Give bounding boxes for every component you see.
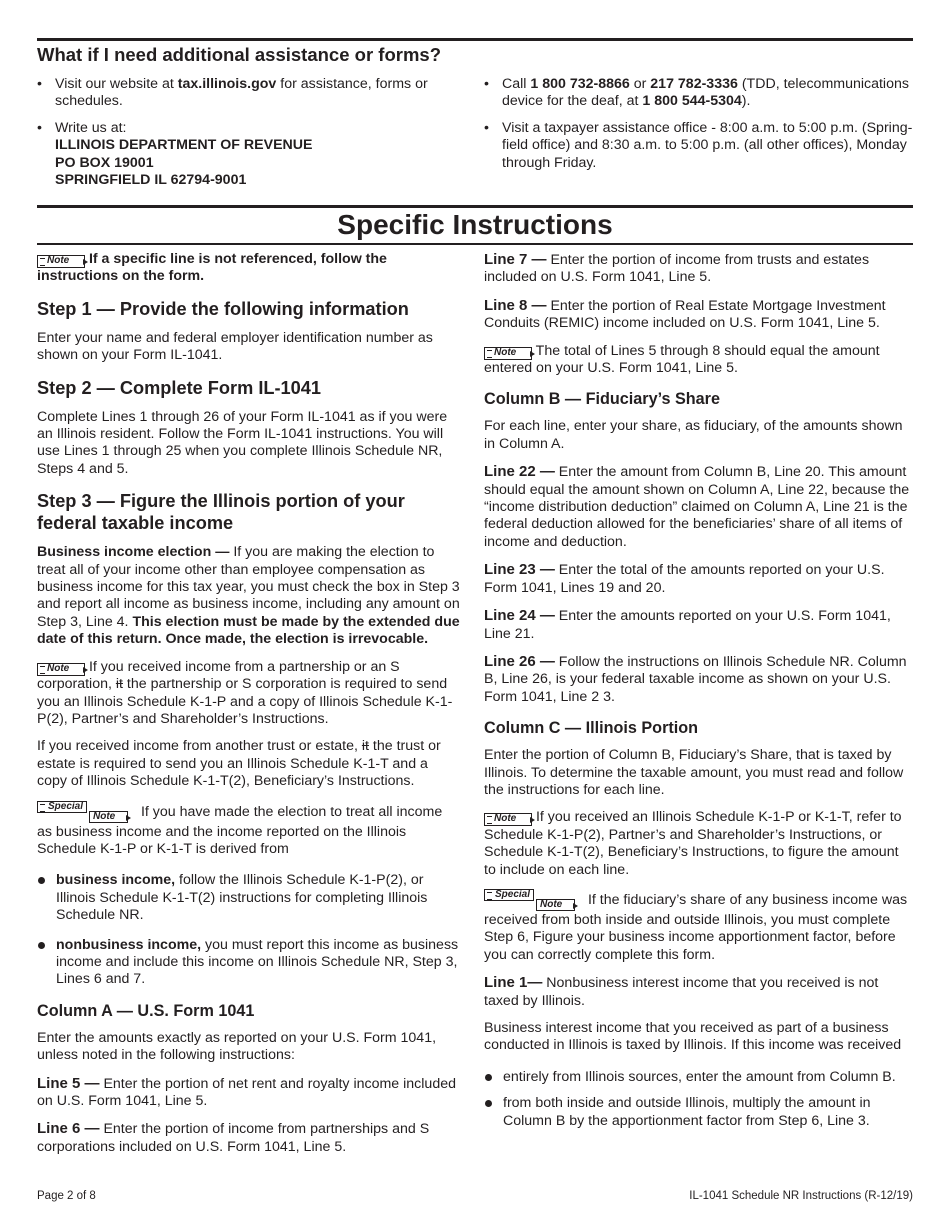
illinois-sources-bullet: entirely from Illinois sources, enter the amount from Column B. xyxy=(484,1069,913,1086)
trust-estate-text: If you received income from another trust or estate, it the trust or estate is required to send you an Illinois Schedule K-1-T and a copy of Illinois Schedule K-1-T(2), Beneficiary’s Instructions. xyxy=(37,738,441,790)
business-interest-text: Business interest income that you received as part of a business conducted in Illinois is taxed by Illinois. If this income was received xyxy=(484,1020,902,1054)
step1-heading: Step 1 — Provide the following information xyxy=(37,298,409,319)
page xyxy=(37,0,913,1230)
assistance-left-column xyxy=(37,76,457,198)
line-8-text: Line 8 — Enter the portion of Real Estate Mortgage Investment Conduits (REMIC) income included on U.S. Form 1041, Line 5. xyxy=(484,296,886,332)
column-c-heading: Column C — Illinois Portion xyxy=(484,719,699,738)
section-rule-bottom xyxy=(37,243,913,245)
website-bullet: • Visit our website at tax.illinois.gov for assistance, forms or schedules. xyxy=(37,76,457,111)
page-title: Specific Instructions xyxy=(337,209,613,240)
line-23-text: Line 23 — Enter the total of the amounts reported on your U.S. Form 1041, Lines 19 and 20. xyxy=(484,561,885,596)
call-bullet: • Call 1 800 732-8866 or 217 782-3336 (TDD, telecommunications device for the deaf, at 1 800 544-5304). xyxy=(484,76,913,111)
page-number: Page 2 of 8 xyxy=(37,1190,96,1202)
k1-note: Note If you received an Illinois Schedule K-1-P or K-1-T, refer to Schedule K-1-P(2), Partner’s and Shareholder’s Instructions, or Schedule K-1-T(2), Beneficiary’s Instructions, to figure the amount to include on each line. xyxy=(484,809,902,878)
address-line-2: PO BOX 19001 xyxy=(55,154,154,171)
special-note-icon: Special Note xyxy=(484,889,584,912)
step2-heading: Step 2 — Complete Form IL-1041 xyxy=(37,377,321,398)
line-7-text: Line 7 — Enter the portion of income from trusts and estates included on U.S. Form 1041, Line 5. xyxy=(484,251,870,286)
nonbusiness-income-bullet: nonbusiness income, you must report this income as business income and include this income on Illinois Schedule NR, Step 3, Lines 6 and 7. xyxy=(37,937,461,989)
address-line-1: ILLINOIS DEPARTMENT OF REVENUE xyxy=(55,137,313,154)
line-1-text: Line 1— Nonbusiness interest income that you received is not taxed by Illinois. xyxy=(484,974,879,1009)
column-c-text: Enter the portion of Column B, Fiduciary’s Share, that is taxed by Illinois. To determine the taxable amount, you must read and follow the instructions for each line. xyxy=(484,747,904,798)
lines-total-note: Note The total of Lines 5 through 8 should equal the amount entered on your U.S. Form 1041, Line 5. xyxy=(484,342,880,377)
line-5-text: Line 5 — Enter the portion of net rent and royalty income included on U.S. Form 1041, Line 5. xyxy=(37,1074,456,1109)
step1-text: Enter your name and federal employer identification number as shown on your Form IL-1041. xyxy=(37,329,433,364)
top-rule xyxy=(37,38,913,41)
line-6-text: Line 6 — Enter the portion of income from partnerships and S corporations included on U.S. Form 1041, Line 5. xyxy=(37,1120,430,1155)
assistance-right-column xyxy=(484,76,913,181)
note-icon: Note xyxy=(37,255,85,268)
write-bullet: • Write us at: ILLINOIS DEPARTMENT OF REVENUE PO BOX 19001 SPRINGFIELD IL 62794-9001 xyxy=(37,120,457,190)
visit-bullet: • Visit a taxpayer assistance office - 8:00 a.m. to 5:00 p.m. (Spring-field office) and 8:30 a.m. to 5:00 p.m. (all other offices), Monday through Friday. xyxy=(484,120,913,172)
special-note-icon: Special Note xyxy=(37,801,137,824)
note-icon: Note xyxy=(484,347,532,360)
line-26-text: Line 26 — Follow the instructions on Illinois Schedule NR. Column B, Line 26, is your federal taxable income as shown on your U.S. Form 1041, Line 2 3. xyxy=(484,652,907,705)
column-a-heading: Column A — U.S. Form 1041 xyxy=(37,1001,255,1020)
intro-note: Note If a specific line is not referenced, follow the instructions on the form. xyxy=(37,251,387,285)
note-icon: Note xyxy=(484,813,532,826)
address-line-3: SPRINGFIELD IL 62794-9001 xyxy=(55,172,247,189)
assistance-heading: What if I need additional assistance or forms? xyxy=(37,44,441,65)
partnership-note: Note If you received income from a partnership or an S corporation, it the partnership or S corporation is required to send you an Illinois Schedule K-1-P and a copy of Illinois Schedule K-1-P(2), Partner’s and Shareholder’s Instructions. xyxy=(37,658,453,727)
business-income-election: Business income election — If you are making the election to treat all of your income other than employee compensation as business income for this tax year, you must check the box in Step 3 and report all income as business income, including any amount on Step 3, Line 4. This election must be made by the extended due date of this return. Once made, the election is irrevocable. xyxy=(37,544,460,648)
column-b-text: For each line, enter your share, as fiduciary, of the amounts shown in Column A. xyxy=(484,418,903,452)
website-link[interactable]: tax.illinois.gov xyxy=(177,76,277,92)
phone-2[interactable]: 217 782-3336 xyxy=(650,76,738,92)
column-a-text: Enter the amounts exactly as reported on your U.S. Form 1041, unless noted in the following instructions: xyxy=(37,1029,437,1064)
inside-outside-bullet: from both inside and outside Illinois, multiply the amount in Column B by the apportionment factor from Step 6, Line 3. xyxy=(484,1095,913,1130)
phone-tdd[interactable]: 1 800 544-5304 xyxy=(642,93,742,110)
note-icon: Note xyxy=(37,663,85,676)
special-note-1: Special Note If you have made the election to treat all income as business income and the income reported on the Illinois Schedule K-1-P or K-1-T is derived from xyxy=(37,800,443,857)
column-b-heading: Column B — Fiduciary’s Share xyxy=(484,390,720,409)
business-income-bullet: business income, follow the Illinois Schedule K-1-P(2), or Illinois Schedule K-1-T(2) instructions for completing Illinois Schedule NR. xyxy=(37,872,461,924)
right-column xyxy=(484,251,913,1139)
special-note-2: Special Note If the fiduciary’s share of any business income was received from both inside and outside Illinois, you must complete Step 6, Figure your business income apportionment factor, before you can correctly complete this form. xyxy=(484,888,908,963)
left-column xyxy=(37,251,461,1166)
form-id: IL-1041 Schedule NR Instructions (R-12/19) xyxy=(689,1190,913,1202)
line-24-text: Line 24 — Enter the amounts reported on your U.S. Form 1041, Line 21. xyxy=(484,607,891,642)
step3-heading: Step 3 — Figure the Illinois portion of your federal taxable income xyxy=(37,491,405,534)
line-22-text: Line 22 — Enter the amount from Column B, Line 20. This amount should equal the amount shown on Column A, Line 22, because the “income distribution deduction” claimed on Column A, Line 21 is the federal deduction allowed for the beneficiaries’ share of all items of income and deduction. xyxy=(484,463,910,550)
phone-1[interactable]: 1 800 732-8866 xyxy=(530,76,630,92)
step2-text: Complete Lines 1 through 26 of your Form IL-1041 as if you were an Illinois resident. Follow the Form IL-1041 instructions. You will use Lines 1 through 25 when you complete Illinois Schedule NR, Steps 4 and 5. xyxy=(37,408,448,477)
